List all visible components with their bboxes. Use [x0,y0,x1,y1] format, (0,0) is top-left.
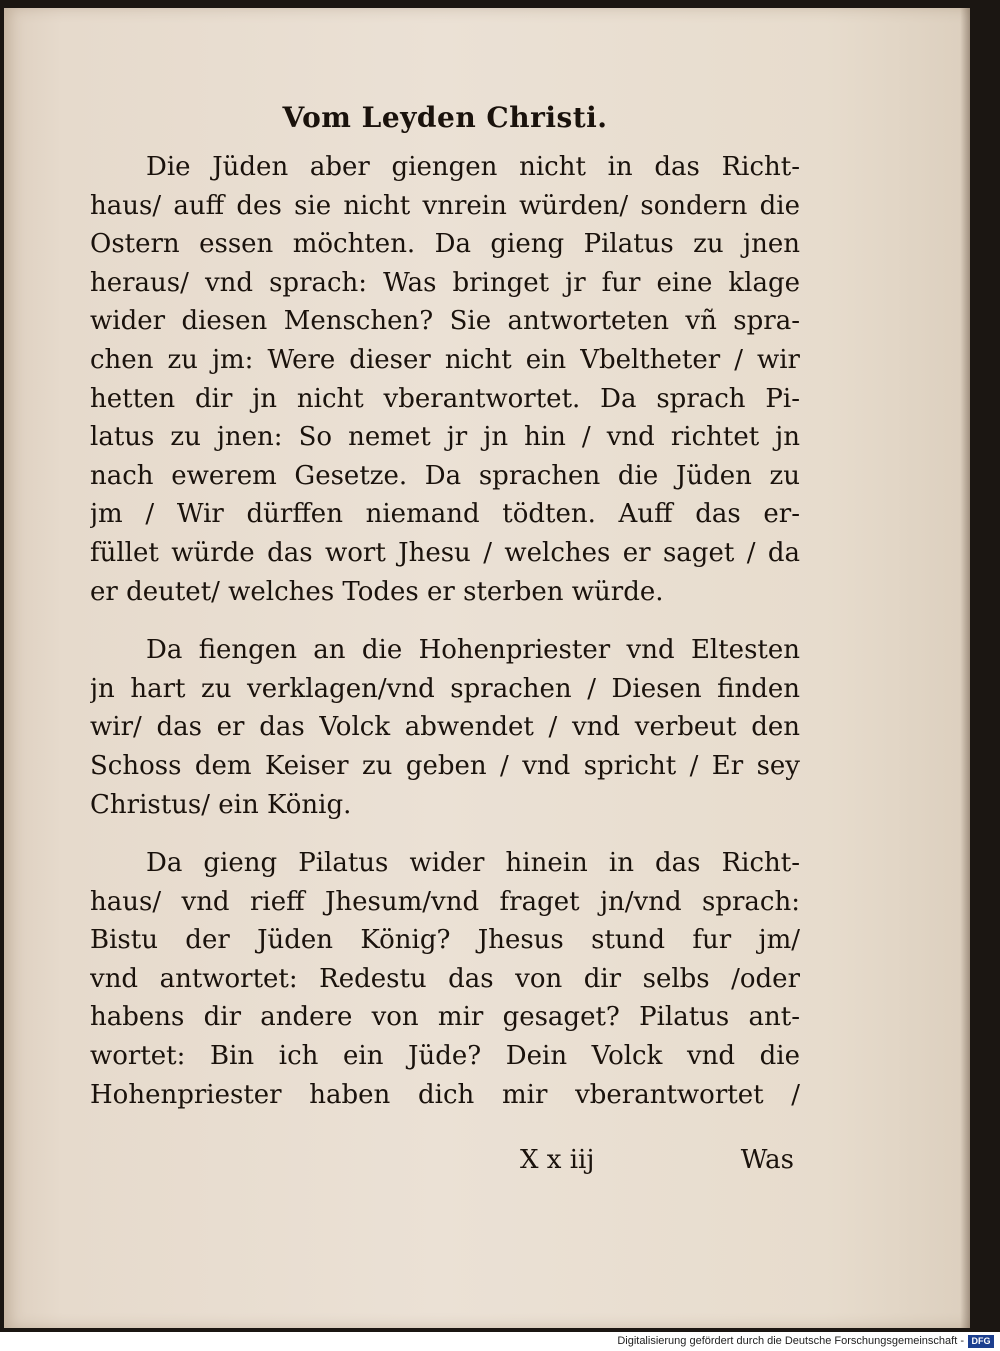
text-line: chen zu jm: Were dieser nicht ein Vbeltheter / wir [90,344,800,375]
text-line: Da fiengen an die Hohenpriester vnd Eltesten [146,635,800,666]
text-line: wir/ das er das Volck abwendet / vnd verbeut den [90,712,800,743]
text-block [90,98,800,1114]
text-line: Schoss dem Keiser zu geben / vnd spricht / Er sey [90,750,800,781]
credit-text: Digitalisierung gefördert durch die Deutsche Forschungsgemeinschaft - [617,1335,964,1347]
signature-mark: X x iij [520,1145,595,1175]
text-line: wider diesen Menschen? Sie antworteten vñ spra- [90,306,800,337]
text-line: Da gieng Pilatus wider hinein in das Richt- [146,848,800,879]
text-line: habens dir andere von mir gesaget? Pilatus ant- [90,1002,800,1033]
paragraph-3 [90,844,800,1114]
text-line: Hohenpriester haben dich mir vberantwortet / [90,1079,800,1110]
paragraph-1 [90,148,800,611]
text-line: vnd antwortet: Redestu das von dir selbs /oder [90,963,800,994]
dfg-logo-icon: DFG [968,1335,994,1348]
text-line: heraus/ vnd sprach: Was bringet jr fur eine klage [90,267,800,298]
page-foot [90,1140,800,1180]
paragraph-2 [90,631,800,824]
catchword: Was [740,1145,794,1175]
text-line: nach ewerem Gesetze. Da sprachen die Jüden zu [90,460,800,491]
book-page [4,8,970,1328]
running-head: Vom Leyden Christi. [282,101,608,134]
text-line: haus/ vnd rieff Jhesum/vnd fraget jn/vnd sprach: [90,886,800,917]
text-line: Die Jüden aber giengen nicht in das Richt- [146,152,800,182]
text-line: jn hart zu verklagen/vnd sprachen / Diesen finden [90,673,800,704]
text-line: jm / Wir dürffen niemand tödten. Auff das er- [90,499,800,530]
text-line: hetten dir jn nicht vberantwortet. Da sprach Pi- [90,383,800,414]
text-line: Ostern essen möchten. Da gieng Pilatus zu jnen [90,229,800,260]
text-line: Christus/ ein König. [90,789,352,820]
text-line: haus/ auff des sie nicht vnrein würden/ sondern die [90,190,800,221]
text-line: Bistu der Jüden König? Jhesus stund fur jm/ [90,925,800,956]
credit-bar [0,1332,1000,1351]
text-line: latus zu jnen: So nemet jr jn hin / vnd richtet jn [90,422,800,453]
text-line: wortet: Bin ich ein Jüde? Dein Volck vnd die [90,1041,800,1072]
text-line: füllet würde das wort Jhesu / welches er saget / da [90,537,800,568]
text-line: er deutet/ welches Todes er sterben würde. [90,576,664,607]
